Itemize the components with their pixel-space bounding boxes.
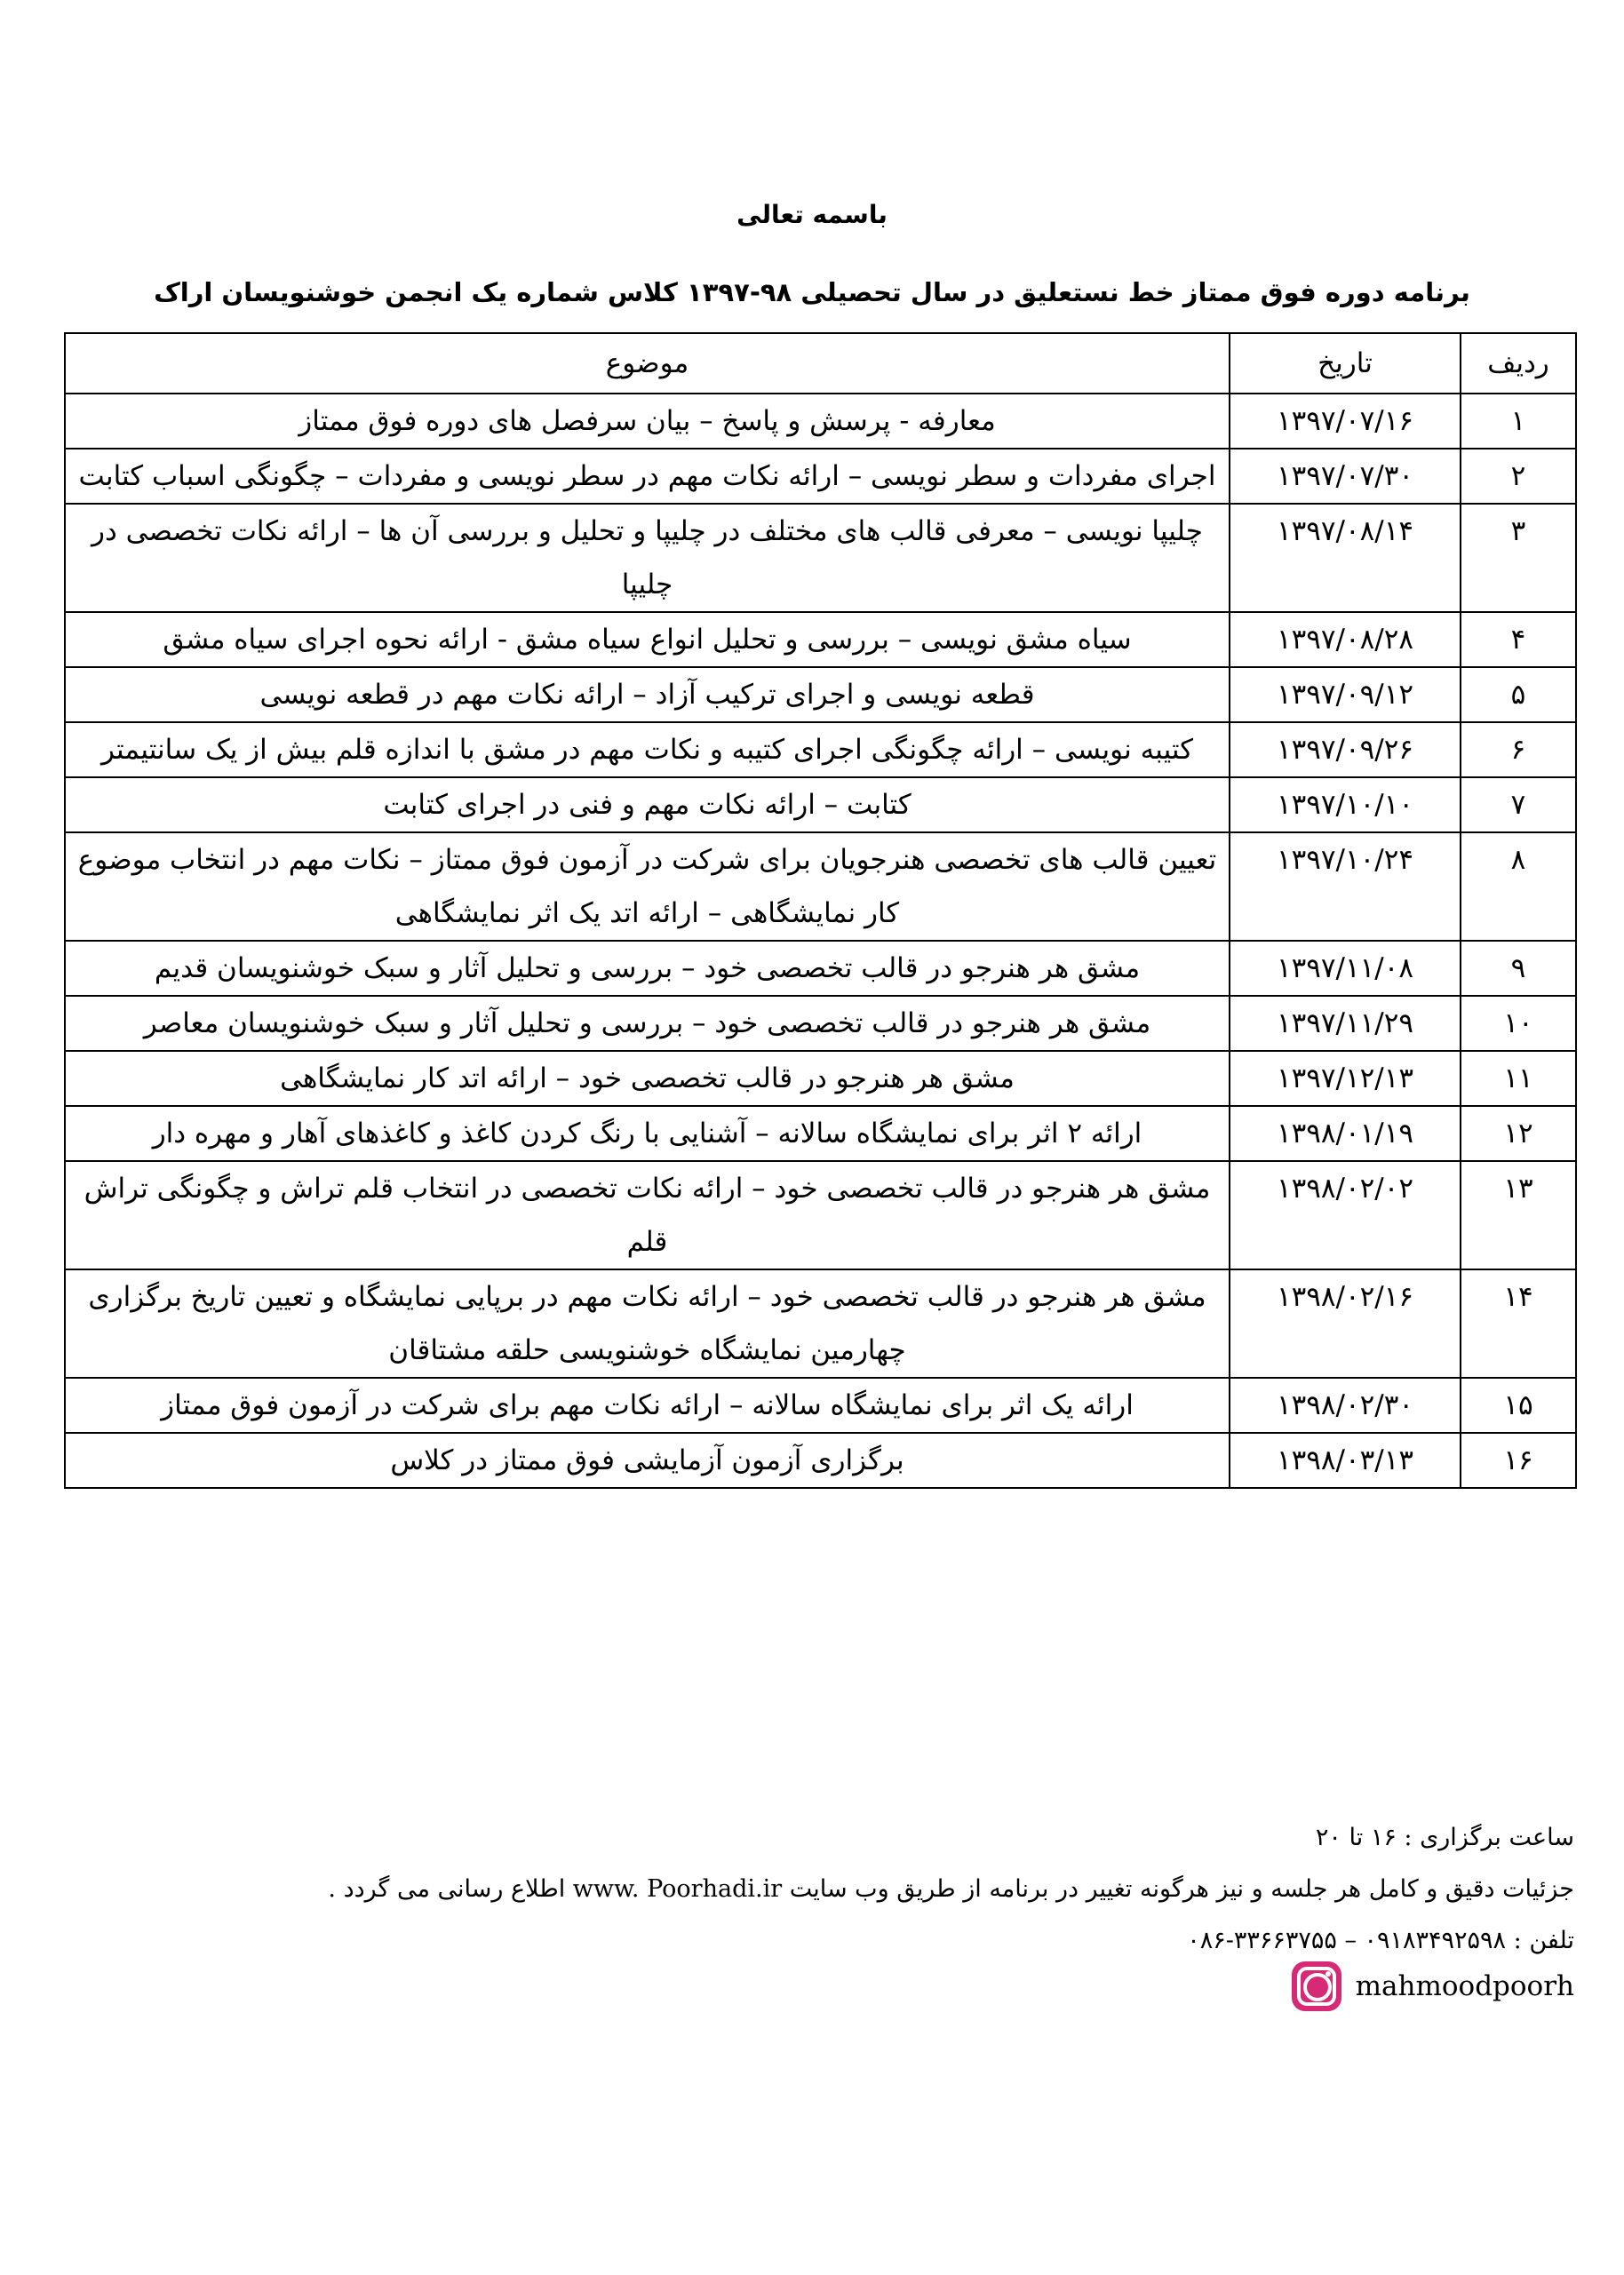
row-number: ۹ <box>1461 941 1576 996</box>
row-number: ۱۳ <box>1461 1161 1576 1269</box>
row-date: ۱۳۹۸/۰۲/۰۲ <box>1230 1161 1461 1269</box>
footer-notes <box>64 1812 1574 1967</box>
row-date: ۱۳۹۷/۰۸/۱۴ <box>1230 504 1461 612</box>
instagram-icon <box>1292 1961 1341 2011</box>
table-row <box>65 1378 1576 1433</box>
row-topic: معارفه - پرسش و پاسخ – بیان سرفصل های دوره فوق ممتاز <box>65 394 1230 449</box>
row-number: ۱ <box>1461 394 1576 449</box>
row-topic: سیاه مشق نویسی – بررسی و تحلیل انواع سیاه مشق - ارائه نحوه اجرای سیاه مشق <box>65 612 1230 667</box>
row-number: ۵ <box>1461 667 1576 722</box>
row-date: ۱۳۹۷/۰۷/۳۰ <box>1230 449 1461 504</box>
row-number: ۱۵ <box>1461 1378 1576 1433</box>
row-topic: کتیبه نویسی – ارائه چگونگی اجرای کتیبه و نکات مهم در مشق با اندازه قلم بیش از یک سانتیمتر <box>65 722 1230 777</box>
row-date: ۱۳۹۷/۰۸/۲۸ <box>1230 612 1461 667</box>
row-topic: مشق هر هنرجو در قالب تخصصی خود – بررسی و تحلیل آثار و سبک خوشنویسان قدیم <box>65 941 1230 996</box>
document-title: برنامه دوره فوق ممتاز خط نستعلیق در سال تحصیلی ۹۸-۱۳۹۷ کلاس شماره یک انجمن خوشنویسان اراک <box>154 277 1470 307</box>
row-number: ۱۴ <box>1461 1269 1576 1378</box>
row-date: ۱۳۹۷/۰۹/۱۲ <box>1230 667 1461 722</box>
row-date: ۱۳۹۷/۰۹/۲۶ <box>1230 722 1461 777</box>
row-date: ۱۳۹۸/۰۳/۱۳ <box>1230 1433 1461 1488</box>
session-hours: ساعت برگزاری : ۱۶ تا ۲۰ <box>1315 1824 1574 1851</box>
row-topic: کتابت – ارائه نکات مهم و فنی در اجرای کتابت <box>65 777 1230 832</box>
table-header-row <box>65 333 1576 394</box>
header-topic: موضوع <box>65 333 1230 394</box>
table-row <box>65 996 1576 1051</box>
row-topic: چلیپا نویسی – معرفی قالب های مختلف در چلیپا و تحلیل و بررسی آن ها – ارائه نکات تخصصی در چلیپا <box>65 504 1230 612</box>
table-row <box>65 1161 1576 1269</box>
instagram-contact <box>1292 1961 1574 2011</box>
row-number: ۱۲ <box>1461 1106 1576 1161</box>
row-topic: قطعه نویسی و اجرای ترکیب آزاد – ارائه نکات مهم در قطعه نویسی <box>65 667 1230 722</box>
row-topic: مشق هر هنرجو در قالب تخصصی خود – ارائه نکات تخصصی در انتخاب قلم تراش و چگونگی تراش قلم <box>65 1161 1230 1269</box>
row-topic: ارائه ۲ اثر برای نمایشگاه سالانه – آشنایی با رنگ کردن کاغذ و کاغذهای آهار و مهره دار <box>65 1106 1230 1161</box>
table-row <box>65 1433 1576 1488</box>
row-topic: ارائه یک اثر برای نمایشگاه سالانه – ارائه نکات مهم برای شرکت در آزمون فوق ممتاز <box>65 1378 1230 1433</box>
row-date: ۱۳۹۷/۱۱/۲۹ <box>1230 996 1461 1051</box>
row-date: ۱۳۹۸/۰۲/۳۰ <box>1230 1378 1461 1433</box>
row-topic: مشق هر هنرجو در قالب تخصصی خود – ارائه نکات مهم در برپایی نمایشگاه و تعیین تاریخ برگزاری چهارمین نمایشگاه خوشنویسی حلقه مشتاقان <box>65 1269 1230 1378</box>
row-topic: اجرای مفردات و سطر نویسی – ارائه نکات مهم در سطر نویسی و مفردات – چگونگی اسباب کتابت <box>65 449 1230 504</box>
row-topic: برگزاری آزمون آزمایشی فوق ممتاز در کلاس <box>65 1433 1230 1488</box>
row-number: ۱۰ <box>1461 996 1576 1051</box>
table-row <box>65 1106 1576 1161</box>
row-number: ۷ <box>1461 777 1576 832</box>
row-date: ۱۳۹۷/۱۱/۰۸ <box>1230 941 1461 996</box>
row-date: ۱۳۹۸/۰۱/۱۹ <box>1230 1106 1461 1161</box>
table-row <box>65 612 1576 667</box>
row-number: ۸ <box>1461 832 1576 941</box>
row-topic: مشق هر هنرجو در قالب تخصصی خود – ارائه اتد کار نمایشگاهی <box>65 1051 1230 1106</box>
table-row <box>65 832 1576 941</box>
row-topic: تعیین قالب های تخصصی هنرجویان برای شرکت در آزمون فوق ممتاز – نکات مهم در انتخاب موضوع کار نمایشگاهی – ارائه اتد یک اثر نمایشگاهی <box>65 832 1230 941</box>
row-date: ۱۳۹۷/۱۰/۱۰ <box>1230 777 1461 832</box>
row-date: ۱۳۹۸/۰۲/۱۶ <box>1230 1269 1461 1378</box>
phone-numbers: تلفن : ۰۹۱۸۳۴۹۲۵۹۸ – ۳۳۶۶۳۷۵۵-۰۸۶ <box>1187 1927 1574 1954</box>
table-row <box>65 941 1576 996</box>
row-number: ۴ <box>1461 612 1576 667</box>
header-row-number: ردیف <box>1461 333 1576 394</box>
row-number: ۲ <box>1461 449 1576 504</box>
row-number: ۶ <box>1461 722 1576 777</box>
document-heading: باسمه تعالی <box>736 200 888 229</box>
table-row <box>65 504 1576 612</box>
row-date: ۱۳۹۷/۰۷/۱۶ <box>1230 394 1461 449</box>
row-number: ۱۶ <box>1461 1433 1576 1488</box>
table-row <box>65 394 1576 449</box>
row-date: ۱۳۹۷/۱۰/۲۴ <box>1230 832 1461 941</box>
schedule-table <box>64 332 1577 1489</box>
table-row <box>65 777 1576 832</box>
row-number: ۳ <box>1461 504 1576 612</box>
row-date: ۱۳۹۷/۱۲/۱۳ <box>1230 1051 1461 1106</box>
table-row <box>65 722 1576 777</box>
instagram-handle: mahmoodpoorh <box>1355 1970 1574 2002</box>
row-topic: مشق هر هنرجو در قالب تخصصی خود – بررسی و تحلیل آثار و سبک خوشنویسان معاصر <box>65 996 1230 1051</box>
table-row <box>65 1051 1576 1106</box>
row-number: ۱۱ <box>1461 1051 1576 1106</box>
table-row <box>65 667 1576 722</box>
table-row <box>65 449 1576 504</box>
website-notice: جزئیات دقیق و کامل هر جلسه و نیز هرگونه تغییر در برنامه از طریق وب سایت www. Poorhadi.ir اطلاع رسانی می گردد . <box>328 1875 1574 1903</box>
table-row <box>65 1269 1576 1378</box>
header-date: تاریخ <box>1230 333 1461 394</box>
